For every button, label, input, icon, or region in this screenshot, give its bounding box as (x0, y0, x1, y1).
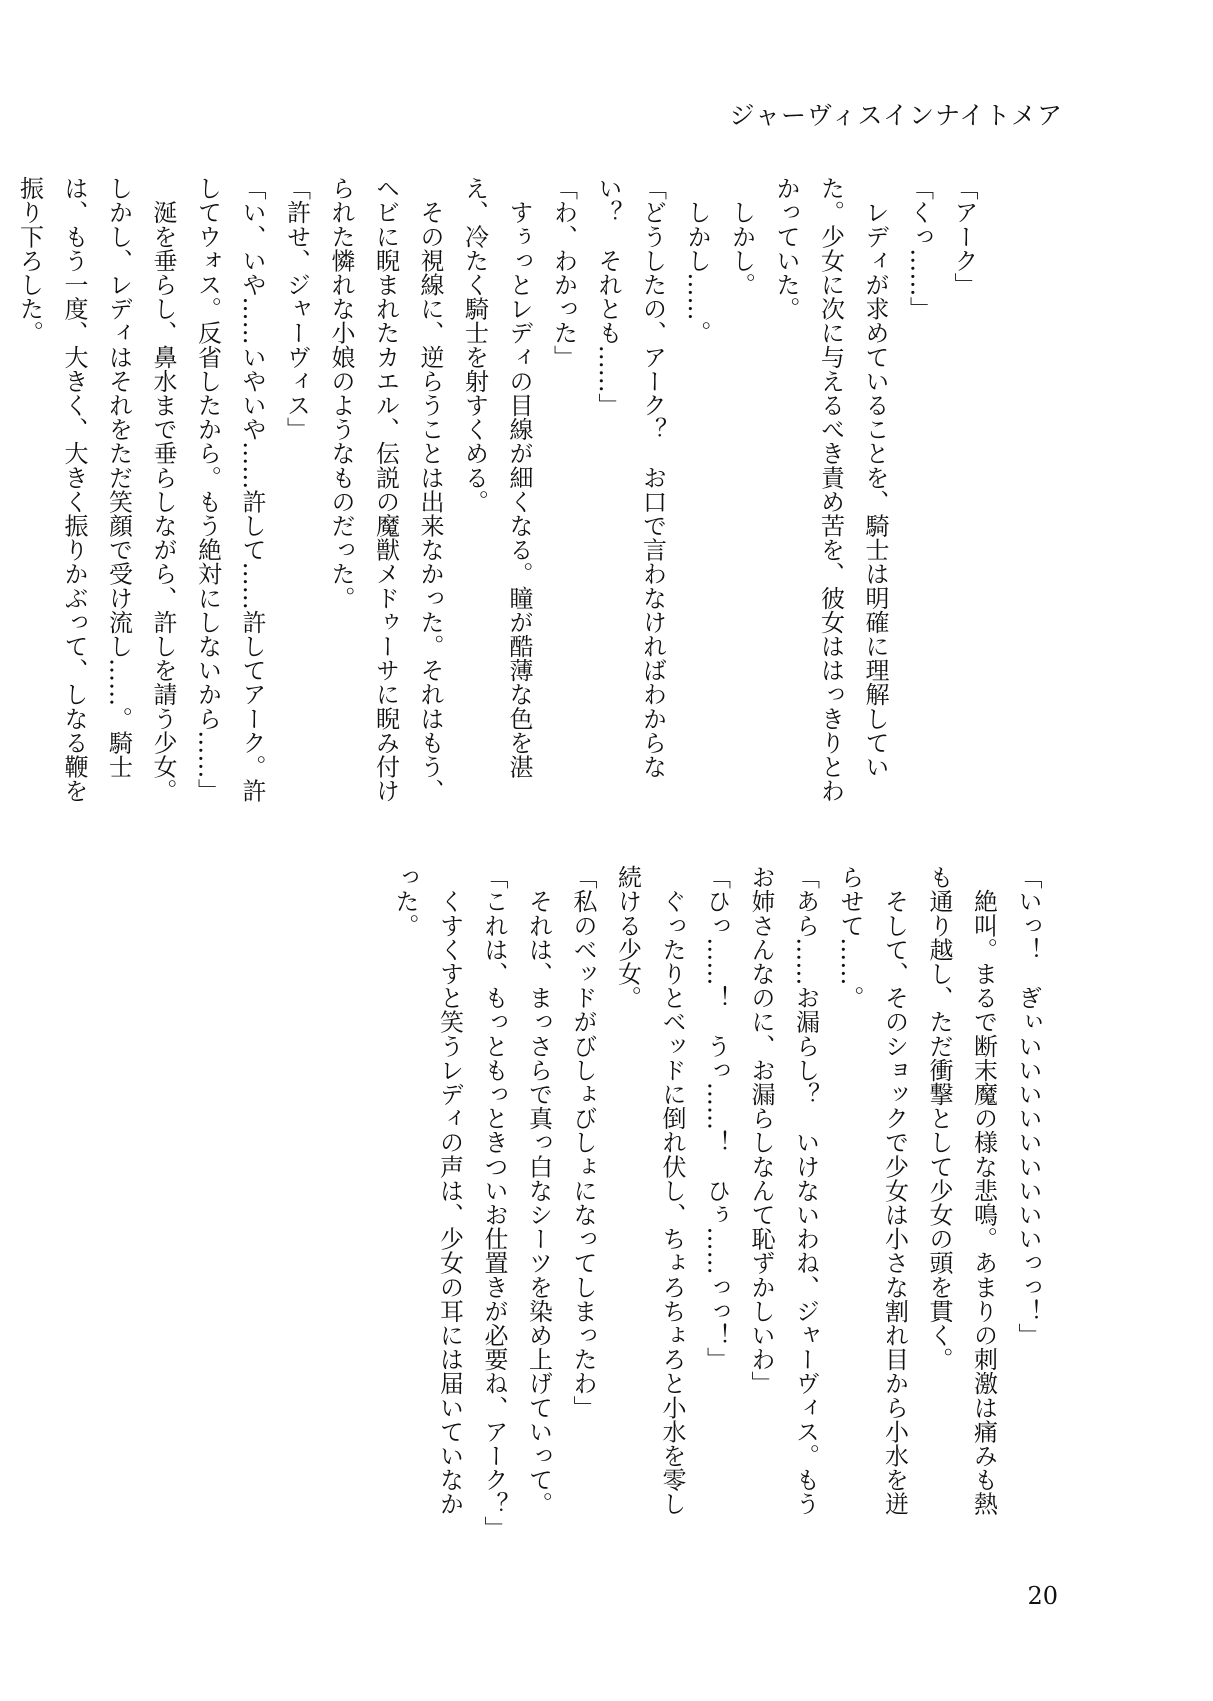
paragraph: 涎を垂らし、鼻水まで垂らしながら、許しを請う少女。しかし、レディはそれをただ笑顔で受け流し……。騎士は、もう一度、大きく、大きく振りかぶって、しなる鞭を振り下ろした。 (15, 176, 177, 803)
paragraph: レディが求めていることを、騎士は明確に理解していた。少女に次に与えるべき責め苦を、彼女ははっきりとわかっていた。 (772, 176, 889, 803)
paragraph: 絶叫。まるで断末魔の様な悲鳴。あまりの刺激は痛みも熱も通り越し、ただ衝撃として少女の頭を貫く。 (925, 865, 998, 1516)
text-block-top (15, 176, 986, 816)
running-title: ジャーヴィスインナイトメア (729, 101, 1063, 130)
paragraph: 「くっ……」 (905, 176, 934, 321)
paragraph: 「ひっ……！ うっ……！ ひぅ……っっ！」 (702, 865, 731, 1372)
paragraph: 「どうしたの、アーク？ お口で言わなければわからない？ それとも……」 (594, 176, 667, 779)
page-number: 20 (1027, 1582, 1058, 1610)
paragraph: 「アーク」 (950, 176, 978, 297)
paragraph: しかし。 (727, 176, 756, 297)
paragraph: それは、まっさらで真っ白なシーツを染め上げていって。 (524, 865, 553, 1516)
text-block-bottom (391, 865, 1050, 1540)
paragraph: 「い、いや……いやいや……許して……許してアーク。許してウォス。反省したから。もう絶対にしないから……」 (193, 176, 266, 803)
paragraph: くすくすと笑うレディの声は、少女の耳には届いていなかった。 (391, 865, 464, 1516)
paragraph: すぅっとレディの目線が細くなる。瞳が酷薄な色を湛え、冷たく騎士を射すくめる。 (460, 176, 533, 779)
paragraph: ぐったりとベッドに倒れ伏し、ちょろちょろと小水を零し続ける少女。 (613, 865, 686, 1516)
paragraph: 「あら……お漏らし？ いけないわね、ジャーヴィス。もうお姉さんなのに、お漏らしなんて恥ずかしいわ」 (747, 865, 820, 1516)
paragraph: 「これは、もっともっときついお仕置きが必要ね、アーク？」 (480, 865, 508, 1540)
paragraph (0, 176, 7, 816)
paragraph: そして、そのショックで少女は小さな割れ目から小水を迸らせて……。 (836, 865, 909, 1516)
paragraph: 「私のベッドがびしょびしょになってしまったわ」 (569, 865, 597, 1420)
paragraph: 「わ、わかった」 (549, 176, 578, 369)
paragraph: 「いっ！ ぎぃいいいいいいいいいっっ！」 (1014, 865, 1042, 1347)
paragraph: その視線に、逆らうことは出来なかった。それはもう、ヘビに睨まれたカエル、伝説の魔獣メドゥーサに睨み付けられた憐れな小娘のようなものだった。 (327, 176, 444, 803)
paragraph: 「許せ、ジャーヴィス」 (282, 176, 311, 442)
paragraph: しかし……。 (683, 176, 711, 345)
